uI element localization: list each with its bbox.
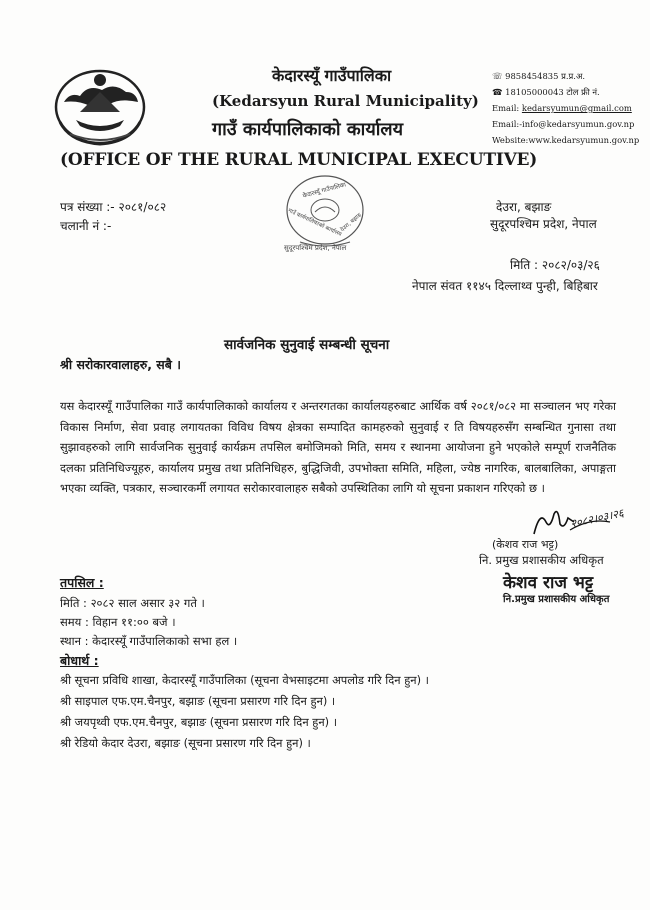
contact-block: [492, 68, 639, 148]
contact-phone: ☏ 9858454835 प्र.प्र.अ.: [492, 71, 586, 81]
fax-icon: ☎: [492, 87, 506, 97]
details-heading: तपसिल :: [60, 575, 104, 590]
signatory-post: नि. प्रमुख प्रशासकीय अधिकृत: [479, 553, 604, 567]
municipality-name-np: केदारस्यूँ गाउँपालिका: [272, 66, 392, 85]
office-name-en: (OFFICE OF THE RURAL MUNICIPAL EXECUTIVE): [60, 150, 538, 170]
email-link[interactable]: kedarsyumun@gmail.com: [521, 103, 632, 113]
cc-item: श्री जयपृथ्वी एफ.एम.चैनपुर, बझाङ (सूचना प्रसारण गरि दिन हुन) ।: [60, 715, 338, 729]
nepal-samvat-date: नेपाल संवत ११४५ दिल्लाथ्व पुन्ही, बिहिबार: [412, 279, 598, 293]
phone-icon: ☏: [492, 71, 506, 81]
letter-number: पत्र संख्या :- २०८१/०८२: [60, 200, 167, 214]
post-stamp: नि.प्रमुख प्रशासकीय अधिकृत: [503, 594, 610, 605]
notice-body: यस केदारस्यूँ गाउँपालिका गाउँ कार्यपालिकाको कार्यालय र अन्तरगतका कार्यालयहरुबाट आर्थिक वर्ष २०८१/०८२ मा सञ्चालन भए गरेका विकास निर्माण, सेवा प्रवाह लगायतका विविध विषय क्षेत्रका सम्पादित कामहरुको सुनुवाई र ति विषयहरुसँग सम्बन्धित गुनासा तथा सुझावहरुको लागि सार्वजनिक सुनुवाई कार्यक्रम तपसिल बमोजिमको मिति, समय र स्थानमा आयोजना हुने भएकोले सम्पूर्ण राजनैतिक दलका प्रतिनिधिज्यूहरु, कार्यालय प्रमुख तथा प्रतिनिधिहरु, बुद्धिजिवी, उपभोक्ता समिति, महिला, ज्येष्ठ नागरिक, बालबालिका, अपाङ्गता भएका व्यक्ति, पत्रकार, सञ्चारकर्मी लगायत सरोकारवालाहरु सबैको उपस्थितिका लागि यो सूचना प्रकाशन गरिएको छ ।: [60, 399, 616, 496]
details-time: समय : विहान ११:०० बजे ।: [60, 615, 176, 629]
cc-item: श्री सूचना प्रविधि शाखा, केदारस्यूँ गाउँपालिका (सूचना वेभसाइटमा अपलोड गरि दिन हुन) ।: [60, 673, 429, 687]
office-name-np: गाउँ कार्यपालिकाको कार्यालय: [212, 119, 404, 140]
cc-item: श्री रेडियो केदार देउरा, बझाङ (सूचना प्रसारण गरि दिन हुन) ।: [60, 736, 311, 750]
signatory-name: (केशव राज भट्ट): [492, 538, 559, 551]
contact-email2: Email:-info@kedarsyumun.gov.np: [492, 119, 635, 129]
contact-tollfree: ☎ 18105000043 टोल फ्री नं.: [492, 87, 600, 97]
letter-date: मिति : २०८२/०३/२६: [510, 258, 600, 272]
cc-heading: बोधार्थ :: [60, 653, 99, 668]
contact-website: Website:www.kedarsyumun.gov.np: [492, 135, 640, 145]
office-province: सुदूरपश्चिम प्रदेश, नेपाल: [490, 217, 597, 231]
contact-email: Email: kedarsyumun@gmail.com: [492, 103, 632, 113]
cc-item: श्री साइपाल एफ.एम.चैनपुर, बझाङ (सूचना प्रसारण गरि दिन हुन) ।: [60, 694, 336, 708]
nepal-emblem-logo: [50, 62, 150, 148]
municipality-name-en: (Kedarsyun Rural Municipality): [212, 92, 479, 110]
office-stamp: केदारस्यूँ गाउँपालिका गाउँ कार्यपालिकाको कार्यालय देउरा, बझाङ सुदूरपश्चिम प्रदेश, नेपाल: [280, 172, 370, 254]
name-stamp: केशव राज भट्ट: [503, 573, 594, 593]
details-date: मिति : २०८२ साल असार ३२ गते ।: [60, 596, 205, 610]
notice-title: सार्वजनिक सुनुवाई सम्बन्धी सूचना: [224, 337, 390, 353]
signature-date: २०८२।०३।२६: [569, 506, 625, 531]
details-venue: स्थान : केदारस्यूँ गाउँपालिकाको सभा हल ।: [60, 634, 238, 648]
office-place: देउरा, बझाङ: [496, 200, 552, 214]
dispatch-number: चलानी नं :-: [60, 219, 112, 233]
notice-salutation: श्री सरोकारवालाहरु, सबै ।: [60, 357, 181, 372]
